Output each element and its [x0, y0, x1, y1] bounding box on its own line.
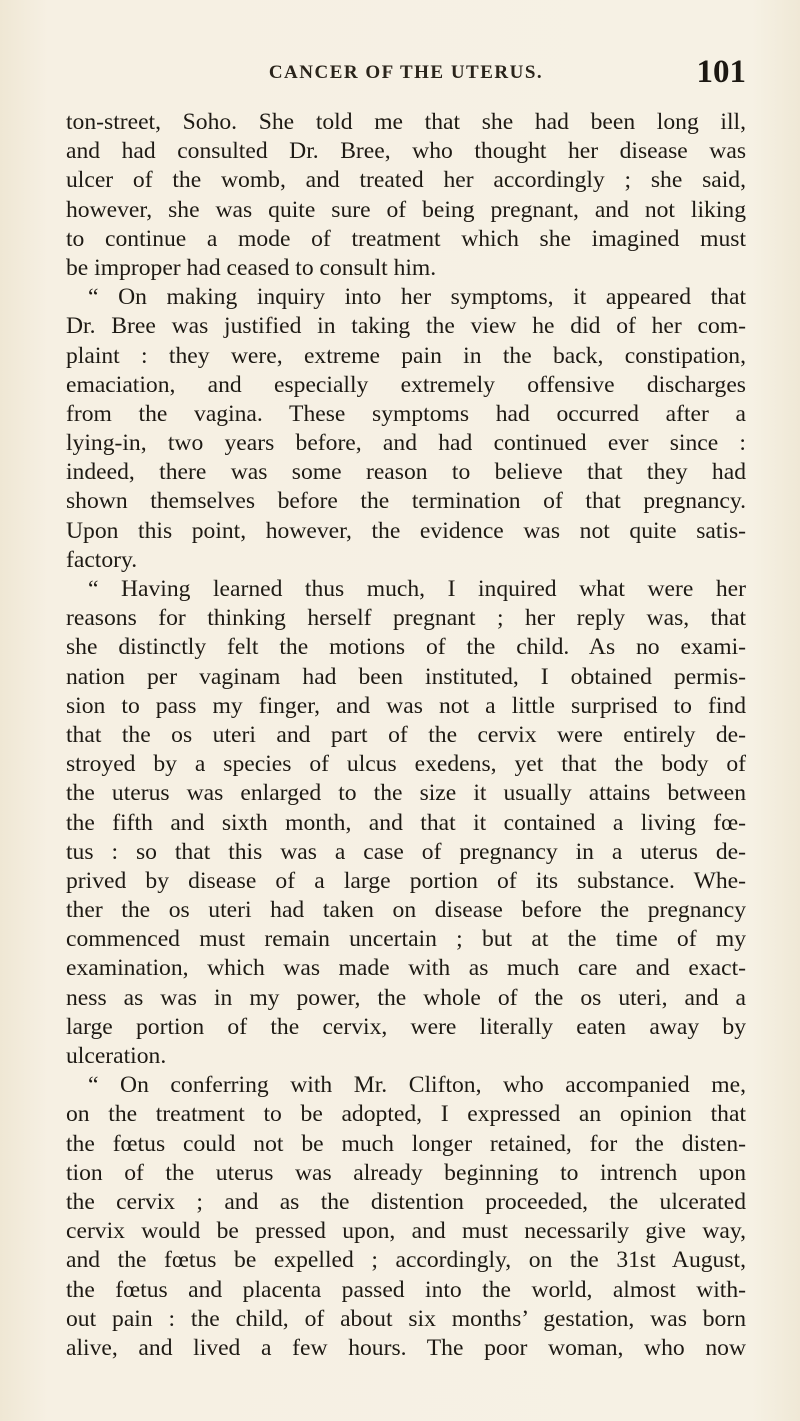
page-number: 101	[696, 54, 746, 90]
text-line: nation per vaginam had been instituted, I obtained permis-	[66, 663, 746, 690]
text-line: from the vagina. These symptoms had occurred after a	[66, 400, 746, 427]
text-line: indeed, there was some reason to believe that they had	[66, 459, 746, 486]
text-line: and had consulted Dr. Bree, who thought her disease was	[66, 138, 746, 165]
text-line: out pain : the child, of about six months’ gestation, was born	[66, 1305, 746, 1332]
text-line: ulcer of the womb, and treated her accordingly ; she said,	[66, 167, 746, 194]
text-line: alive, and lived a few hours. The poor woman, who now	[66, 1334, 746, 1361]
text-line: ness as was in my power, the whole of the os uteri, and a	[66, 984, 746, 1011]
text-line: Upon this point, however, the evidence was not quite satis-	[66, 517, 746, 544]
text-line: cervix would be pressed upon, and must necessarily give way,	[66, 1218, 746, 1245]
text-line: on the treatment to be adopted, I expressed an opinion that	[66, 1101, 746, 1128]
text-line: commenced must remain uncertain ; but at the time of my	[66, 926, 746, 953]
text-line: shown themselves before the termination of that pregnancy.	[66, 488, 746, 515]
text-line: the uterus was enlarged to the size it usually attains between	[66, 780, 746, 807]
text-line: stroyed by a species of ulcus exedens, yet that the body of	[66, 751, 746, 778]
text-line: reasons for thinking herself pregnant ; her reply was, that	[66, 605, 746, 632]
text-line: she distinctly felt the motions of the child. As no exami-	[66, 634, 746, 661]
text-line: ther the os uteri had taken on disease before the pregnancy	[66, 897, 746, 924]
text-line: the fœtus and placenta passed into the world, almost with-	[66, 1276, 746, 1303]
text-line: “ On conferring with Mr. Clifton, who accompanied me,	[88, 1072, 746, 1099]
text-line: examination, which was made with as much care and exact-	[66, 955, 746, 982]
text-line: the fifth and sixth month, and that it contained a living fœ-	[66, 809, 746, 836]
text-line: however, she was quite sure of being pregnant, and not liking	[66, 196, 746, 223]
text-line: tus : so that this was a case of pregnancy in a uterus de-	[66, 838, 746, 865]
text-line: “ Having learned thus much, I inquired what were her	[88, 576, 746, 602]
text-line: ulceration.	[66, 1043, 167, 1069]
text-line: the cervix ; and as the distention proceeded, the ulcerated	[66, 1188, 746, 1215]
text-line: ton-street, Soho. She told me that she had been long ill,	[66, 109, 746, 135]
text-line: emaciation, and especially extremely offensive discharges	[66, 371, 746, 398]
text-line: factory.	[66, 546, 138, 573]
text-line: be improper had ceased to consult him.	[66, 254, 437, 281]
text-line: tion of the uterus was already beginning to intrench upon	[66, 1159, 746, 1186]
text-line: “ On making inquiry into her symptoms, it appeared that	[88, 284, 746, 311]
text-line: that the os uteri and part of the cervix were entirely de-	[66, 721, 746, 748]
text-line: lying-in, two years before, and had continued ever since :	[66, 430, 746, 457]
page-header	[66, 54, 746, 98]
text-line: to continue a mode of treatment which she imagined must	[66, 225, 746, 252]
text-line: and the fœtus be expelled ; accordingly, on the 31st August,	[66, 1247, 746, 1274]
text-line: large portion of the cervix, were literally eaten away by	[66, 1013, 746, 1040]
text-line: sion to pass my finger, and was not a little surprised to find	[66, 692, 746, 719]
body-text	[66, 108, 746, 1363]
text-line: prived by disease of a large portion of its substance. Whe-	[66, 867, 746, 894]
text-line: the fœtus could not be much longer retained, for the disten-	[66, 1130, 746, 1157]
text-line: Dr. Bree was justified in taking the view he did of her com-	[66, 313, 746, 340]
text-line: plaint : they were, extreme pain in the back, constipation,	[66, 342, 746, 369]
running-title: CANCER OF THE UTERUS.	[268, 62, 544, 83]
